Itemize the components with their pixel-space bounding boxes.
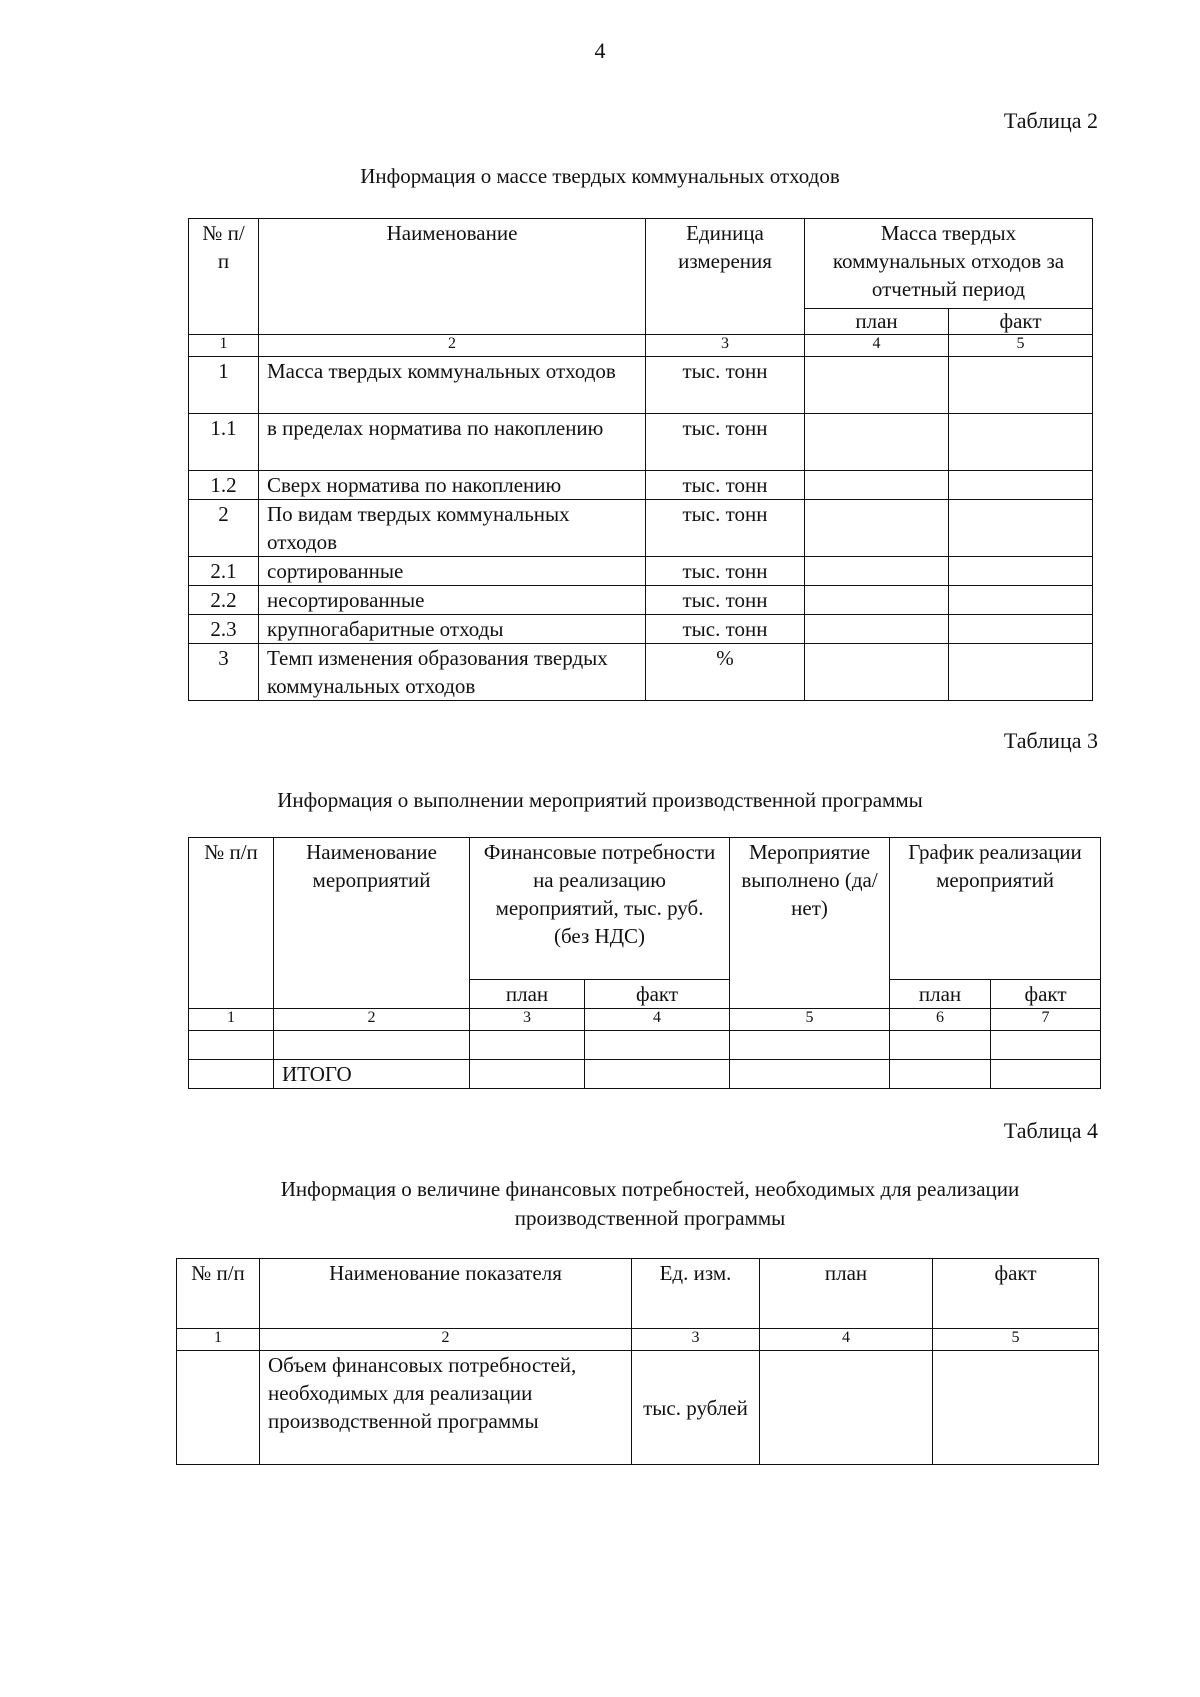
- t4-header-num: № п/п: [177, 1259, 260, 1329]
- t2-header-name: Наименование: [259, 219, 646, 335]
- row-fact-cell: [949, 644, 1093, 701]
- table-row: [189, 1031, 1101, 1060]
- table-row: [189, 557, 1093, 586]
- row-unit: тыс. тонн: [646, 500, 805, 557]
- t3-header-schedule-fact: факт: [991, 980, 1101, 1009]
- t2-header-num: № п/п: [189, 219, 259, 335]
- row-unit: тыс. тонн: [646, 615, 805, 644]
- page-number: 4: [594, 38, 606, 63]
- table2: [188, 218, 1093, 701]
- row-unit: %: [646, 644, 805, 701]
- t2-colnum: 4: [805, 335, 949, 357]
- t3-header-plan: план: [470, 980, 585, 1009]
- table-row: [189, 1060, 1101, 1089]
- row-plan-cell: [760, 1351, 933, 1465]
- table-row: [189, 471, 1093, 500]
- t2-colnum: 1: [189, 335, 259, 357]
- table2-label: Таблица 2: [1003, 108, 1098, 133]
- row-plan-cell: [805, 615, 949, 644]
- t3-colnum: 7: [991, 1009, 1101, 1031]
- t4-colnum: 1: [177, 1329, 260, 1351]
- row-num: 2.3: [189, 615, 259, 644]
- row-name: в пределах норматива по накоплению: [259, 414, 646, 471]
- row-plan-cell: [805, 414, 949, 471]
- t4-header-plan: план: [760, 1259, 933, 1329]
- t4-colnum: 4: [760, 1329, 933, 1351]
- t3-header-name: Наименование мероприятий: [274, 838, 470, 1009]
- t3-header-finance: Финансовые потребности на реализацию мероприятий, тыс. руб. (без НДС): [470, 838, 730, 980]
- row-fact-cell: [949, 471, 1093, 500]
- t4-colnum: 2: [260, 1329, 632, 1351]
- row-fact-cell: [949, 500, 1093, 557]
- t3-header-fact: факт: [585, 980, 730, 1009]
- t2-colnum: 5: [949, 335, 1093, 357]
- t3-colnum: 2: [274, 1009, 470, 1031]
- row-name: Масса твердых коммунальных отходов: [259, 357, 646, 414]
- t4-colnum: 3: [632, 1329, 760, 1351]
- row-num: 2.1: [189, 557, 259, 586]
- t4-header-fact: факт: [933, 1259, 1099, 1329]
- row-unit: тыс. тонн: [646, 557, 805, 586]
- row-fact-cell: [949, 357, 1093, 414]
- total-label: ИТОГО: [274, 1060, 470, 1089]
- table-row: [189, 615, 1093, 644]
- table4: [176, 1258, 1099, 1465]
- t4-colnum: 5: [933, 1329, 1099, 1351]
- table-row: [189, 586, 1093, 615]
- t3-header-schedule: График реализации мероприятий: [890, 838, 1101, 980]
- table3-label: Таблица 3: [1003, 728, 1098, 753]
- table-row: [189, 644, 1093, 701]
- row-num: 2.2: [189, 586, 259, 615]
- table-row: [189, 500, 1093, 557]
- table3: [188, 837, 1101, 1089]
- row-fact-cell: [949, 557, 1093, 586]
- table4-title: Информация о величине финансовых потребностей, необходимых для реализации производственной программы: [280, 1177, 1020, 1230]
- table3-title: Информация о выполнении мероприятий производственной программы: [277, 788, 923, 812]
- row-fact-cell: [949, 414, 1093, 471]
- row-fact-cell: [949, 586, 1093, 615]
- row-num: 1.1: [189, 414, 259, 471]
- row-name: крупногабаритные отходы: [259, 615, 646, 644]
- row-name: Темп изменения образования твердых коммунальных отходов: [259, 644, 646, 701]
- row-plan-cell: [805, 644, 949, 701]
- row-unit: тыс. тонн: [646, 586, 805, 615]
- row-name: Сверх норматива по накоплению: [259, 471, 646, 500]
- t3-header-done: Мероприятие выполнено (да/нет): [730, 838, 890, 1009]
- row-plan-cell: [805, 500, 949, 557]
- row-num: 1: [189, 357, 259, 414]
- t4-header-unit: Ед. изм.: [632, 1259, 760, 1329]
- t3-colnum: 3: [470, 1009, 585, 1031]
- row-plan-cell: [805, 557, 949, 586]
- table4-label: Таблица 4: [1003, 1118, 1098, 1143]
- row-fact-cell: [933, 1351, 1099, 1465]
- t4-header-name: Наименование показателя: [260, 1259, 632, 1329]
- row-plan-cell: [805, 586, 949, 615]
- row-unit: тыс. рублей: [632, 1351, 760, 1465]
- t3-header-schedule-plan: план: [890, 980, 991, 1009]
- t3-colnum: 1: [189, 1009, 274, 1031]
- t2-header-fact: факт: [949, 309, 1093, 335]
- t3-colnum: 6: [890, 1009, 991, 1031]
- row-name: несортированные: [259, 586, 646, 615]
- t3-header-num: № п/п: [189, 838, 274, 1009]
- row-plan-cell: [805, 357, 949, 414]
- t2-header-mass: Масса твердых коммунальных отходов за отчетный период: [805, 219, 1093, 309]
- t2-header-plan: план: [805, 309, 949, 335]
- row-unit: тыс. тонн: [646, 357, 805, 414]
- table-row: [189, 357, 1093, 414]
- t3-colnum: 4: [585, 1009, 730, 1031]
- table-row: [177, 1351, 1099, 1465]
- row-fact-cell: [949, 615, 1093, 644]
- t2-header-unit: Единица измерения: [646, 219, 805, 335]
- t3-colnum: 5: [730, 1009, 890, 1031]
- table2-title: Информация о массе твердых коммунальных отходов: [360, 164, 840, 188]
- row-num: 3: [189, 644, 259, 701]
- row-unit: тыс. тонн: [646, 414, 805, 471]
- row-num: 2: [189, 500, 259, 557]
- row-name: По видам твердых коммунальных отходов: [259, 500, 646, 557]
- table-row: [189, 414, 1093, 471]
- row-num: 1.2: [189, 471, 259, 500]
- t2-colnum: 3: [646, 335, 805, 357]
- row-plan-cell: [805, 471, 949, 500]
- row-name: сортированные: [259, 557, 646, 586]
- row-name: Объем финансовых потребностей, необходимых для реализации производственной программы: [260, 1351, 632, 1465]
- t2-colnum: 2: [259, 335, 646, 357]
- row-unit: тыс. тонн: [646, 471, 805, 500]
